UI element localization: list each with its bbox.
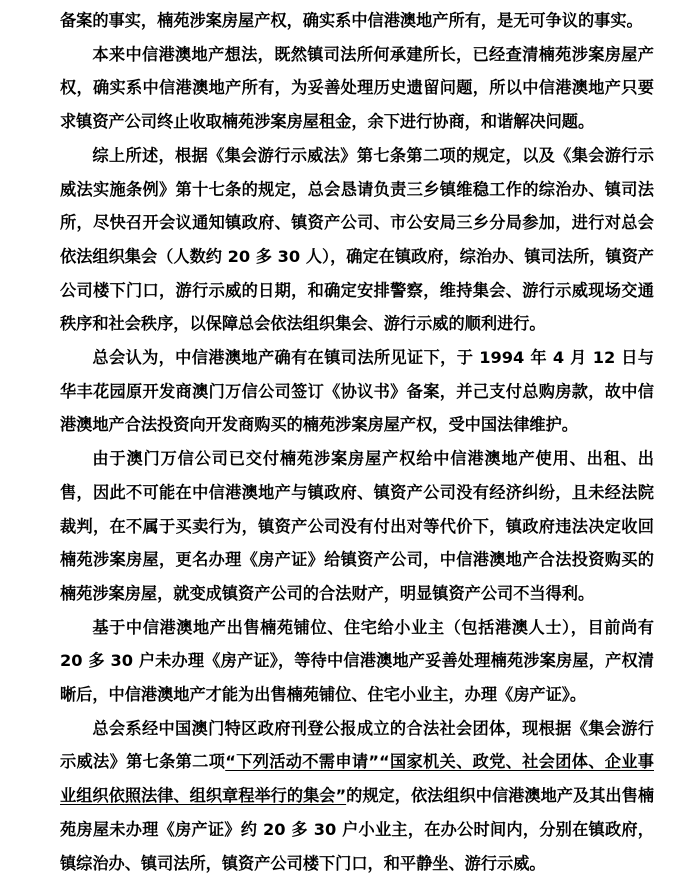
paragraph-6	[60, 712, 654, 880]
paragraph-0: 备案的事实，楠苑涉案房屋产权，确实系中信港澳地产所有，是无可争议的事实。	[60, 11, 643, 30]
paragraph-3: 总会认为，中信港澳地产确有在镇司法所见证下，于 1994 年 4 月 12 日与华丰花园原开发商澳门万信公司签订《协议书》备案，并己支付总购房款，故中信港澳地产合法投资向开发商购买的楠苑涉案房屋产权，受中国法律维护。	[60, 348, 654, 435]
paragraph-5: 基于中信港澳地产出售楠苑铺位、住宅给小业主（包括港澳人士），目前尚有 20 多 30 户未办理《房产证》，等待中信港澳地产妥善处理楠苑涉案房屋，产权清晰后，中信港澳地产才能为出售楠苑铺位、住宅小业主，办理《房产证》。	[60, 617, 654, 705]
paragraph-2: 综上所述，根据《集会游行示威法》第七条第二项的规定，以及《集会游行示威法实施条例》第十七条的规定，总会恳请负责三乡镇维稳工作的综治办、镇司法所，尽快召开会议通知镇政府、镇资产公司、市公安局三乡分局参加，进行对总会依法组织集会（人数约 20 多 30 人），确定在镇政府，综治办、镇司法所，镇资产公司楼下门口，游行示威的日期，和确定安排警察，维持集会、游行示威现场交通秩序和社会秩序，以保障总会依法组织集会、游行示威的顺利进行。	[60, 145, 654, 334]
paragraph-6-underlined-quote: “下列活动不需申请”“国家机关、政党、社会团体、企业事业组织依照法律、组织章程举行的集会”	[60, 752, 654, 806]
paragraph-1: 本来中信港澳地产想法，既然镇司法所何承建所长，已经查清楠苑涉案房屋产权，确实系中信港澳地产所有，为妥善处理历史遗留问题，所以中信港澳地产只要求镇资产公司终止收取楠苑涉案房屋租金，余下进行协商，和谐解决问题。	[60, 44, 654, 132]
paragraph-6-text-before: 总会系经中国澳门特区政府刊登公报成立的合法社会团体，现根据《集会游行示威法》第七条第二项	[60, 718, 654, 772]
paragraph-6-text-after: 的规定，依法组织中信港澳地产及其出售楠苑房屋未办理《房产证》约 20 多 30 户小业主，在办公时间内，分别在镇政府，镇综治办、镇司法所，镇资产公司楼下门口，和平静坐、游行示威。	[60, 786, 655, 873]
paragraph-4: 由于澳门万信公司已交付楠苑涉案房屋产权给中信港澳地产使用、出租、出售，因此不可能在中信港澳地产与镇政府、镇资产公司没有经济纠纷，且未经法院裁判，在不属于买卖行为，镇资产公司没有付出对等代价下，镇政府违法决定收回楠苑涉案房屋，更名办理《房产证》给镇资产公司，中信港澳地产合法投资购买的楠苑涉案房屋，就变成镇资产公司的合法财产，明显镇资产公司不当得利。	[60, 449, 654, 603]
